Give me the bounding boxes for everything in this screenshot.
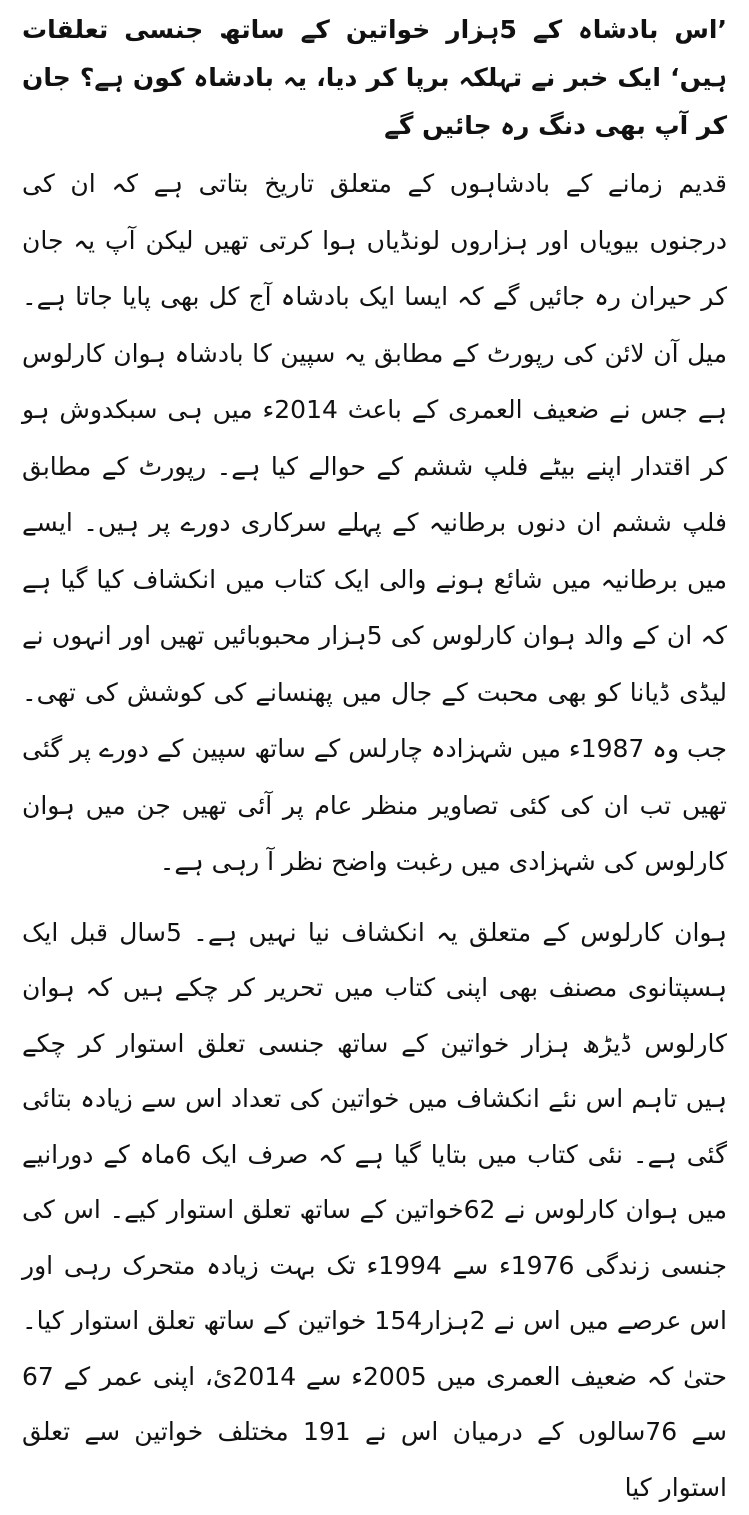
- article-paragraph-2: ہوان کارلوس کے متعلق یہ انکشاف نیا نہیں ہے۔ 5سال قبل ایک ہسپتانوی مصنف بھی اپنی کتاب میں تحریر کر چکے ہیں کہ ہوان کارلوس ڈیڑھ ہزار خواتین کے ساتھ جنسی تعلق استوار کر چکے ہیں تاہم اس نئے انکشاف میں خواتین کی تعداد اس سے زیادہ بتائی گئی ہے۔ نئی کتاب میں بتایا گیا ہے کہ صرف ایک 6ماہ کے دورانیے میں ہوان کارلوس نے 62خواتین کے ساتھ تعلق استوار کیے۔ اس کی جنسی زندگی 1976ء سے 1994ء تک بہت زیادہ متحرک رہی اور اس عرصے میں اس نے 2ہزار154 خواتین کے ساتھ تعلق استوار کیا۔ حتیٰ کہ ضعیف العمری میں 2005ء سے 2014ئ، اپنی عمر کے 67 سے 76سالوں کے درمیان اس نے 191 مختلف خواتین سے تعلق استوار کیا: [22, 905, 727, 1515]
- article-paragraph-1: قدیم زمانے کے بادشاہوں کے متعلق تاریخ بتاتی ہے کہ ان کی درجنوں بیویاں اور ہزاروں لونڈیاں ہوا کرتی تھیں لیکن آپ یہ جان کر حیران رہ جائیں گے کہ ایسا ایک بادشاہ آج کل بھی پایا جاتا ہے۔ میل آن لائن کی رپورٹ کے مطابق یہ سپین کا بادشاہ ہوان کارلوس ہے جس نے ضعیف العمری کے باعث 2014ء میں ہی سبکدوش ہو کر اقتدار اپنے بیٹے فلپ ششم کے حوالے کیا ہے۔ رپورٹ کے مطابق فلپ ششم ان دنوں برطانیہ کے پہلے سرکاری دورے پر ہیں۔ ایسے میں برطانیہ میں شائع ہونے والی ایک کتاب میں انکشاف کیا گیا ہے کہ ان کے والد ہوان کارلوس کی 5ہزار محبوبائیں تھیں اور انہوں نے لیڈی ڈیانا کو بھی محبت کے جال میں پھنسانے کی کوشش کی تھی۔ جب وہ 1987ء میں شہزادہ چارلس کے ساتھ سپین کے دورے پر گئی تھیں تب ان کی کئی تصاویر منظر عام پر آئی تھیں جن میں ہوان کارلوس کی شہزادی میں رغبت واضح نظر آ رہی ہے۔: [22, 156, 727, 891]
- article-headline: ’اس بادشاہ کے 5ہزار خواتین کے ساتھ جنسی تعلقات ہیں‘ ایک خبر نے تہلکہ برپا کر دیا، یہ بادشاہ کون ہے؟ جان کر آپ بھی دنگ رہ جائیں گے: [22, 6, 727, 150]
